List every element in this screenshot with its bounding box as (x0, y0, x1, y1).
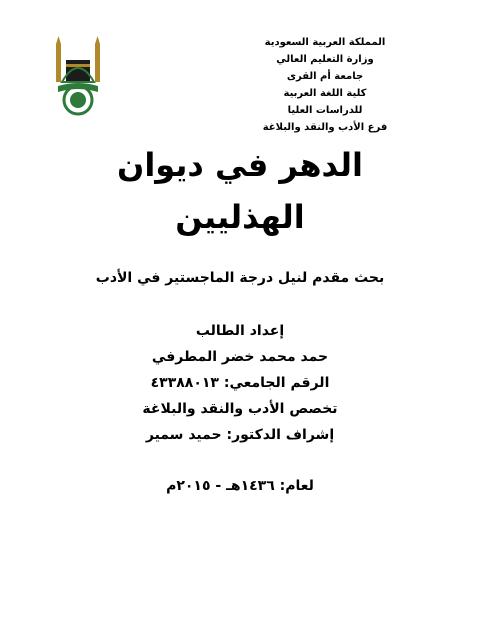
header-line-graduate-studies: للدراسات العليا (287, 105, 363, 116)
supervisor: إشراف الدكتور: حميد سمير (145, 427, 335, 443)
academic-year: لعام: ١٤٣٦هـ - ٢٠١٥م (166, 478, 314, 494)
header-line-university: جامعة أم القرى (286, 71, 364, 82)
header-line-college: كلية اللغة العربية (283, 88, 367, 99)
header-line-department: فرع الأدب والنقد والبلاغة (262, 122, 388, 133)
student-name: حمد محمد خضر المطرفي (151, 349, 329, 365)
thesis-info-block (0, 318, 480, 448)
student-id: الرقم الجامعي: ٤٣٣٨٨٠١٣ (150, 375, 330, 391)
header-line-ministry: وزارة التعليم العالي (276, 54, 374, 65)
specialization: تخصص الأدب والنقد والبلاغة (142, 401, 338, 417)
thesis-subtitle: بحث مقدم لنيل درجة الماجستير في الأدب (95, 270, 385, 286)
header-line-country: المملكة العربية السعودية (264, 37, 386, 48)
thesis-title-line-2: الهذليين (175, 198, 305, 236)
institution-header (230, 34, 420, 136)
thesis-title-line-1: الدهر في ديوان (117, 146, 363, 184)
university-seal-icon (48, 34, 108, 118)
prepared-by-label: إعداد الطالب (195, 323, 285, 339)
